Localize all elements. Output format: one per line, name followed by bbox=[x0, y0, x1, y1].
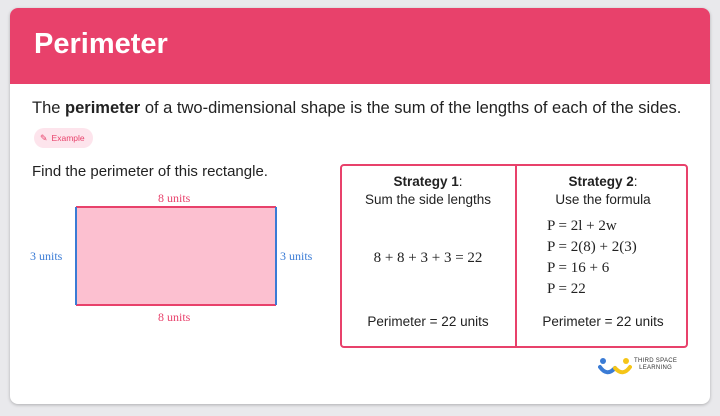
strategy-2-colon: : bbox=[633, 174, 638, 189]
top-length-label: 8 units bbox=[158, 191, 191, 205]
lesson-card bbox=[10, 8, 710, 404]
formula-line: P = 22 bbox=[547, 281, 586, 297]
right-width-label: 3 units bbox=[280, 249, 313, 263]
logo-line-2: LEARNING bbox=[639, 365, 673, 371]
rectangle-figure bbox=[10, 8, 340, 348]
formula-steps bbox=[547, 216, 637, 300]
third-space-learning-logo bbox=[598, 354, 698, 378]
strategy-2-subtitle: Use the formula bbox=[555, 192, 651, 207]
strategies-panel bbox=[340, 164, 688, 348]
page-title: Perimeter bbox=[34, 28, 168, 60]
strategy-1-column bbox=[342, 166, 514, 346]
rectangle-diagram bbox=[10, 8, 340, 348]
strategy-2-title-text: Strategy 2 bbox=[568, 174, 634, 189]
strategy-1-colon: : bbox=[458, 174, 463, 189]
question-prompt: Find the perimeter of this rectangle. bbox=[32, 163, 268, 180]
definition-after: of a two-dimensional shape is the sum of the lengths of each of the sides. bbox=[140, 99, 682, 117]
strategy-1-result: Perimeter = 22 units bbox=[367, 314, 489, 329]
definition-keyword: perimeter bbox=[65, 99, 141, 117]
formula-line: P = 2(8) + 2(3) bbox=[547, 239, 637, 255]
definition-before: The bbox=[32, 99, 66, 117]
strategy-1-title bbox=[342, 174, 514, 189]
left-width-label: 3 units bbox=[30, 249, 63, 263]
rectangle-shape bbox=[76, 207, 276, 305]
strategy-1-subtitle: Sum the side lengths bbox=[364, 192, 492, 207]
pencil-icon: ✎ bbox=[40, 132, 48, 143]
sum-equation: 8 + 8 + 3 + 3 = 22 bbox=[373, 250, 483, 266]
strategy-2-title bbox=[517, 174, 689, 189]
logo-mark-icon bbox=[598, 354, 632, 378]
strategy-1-title-text: Strategy 1 bbox=[393, 174, 459, 189]
strategy-2-column bbox=[517, 166, 689, 346]
example-tag-label: Example bbox=[51, 133, 85, 143]
logo-text bbox=[634, 358, 677, 372]
bottom-length-label: 8 units bbox=[158, 310, 191, 324]
strategy-2-result: Perimeter = 22 units bbox=[542, 314, 664, 329]
logo-line-1: THIRD SPACE bbox=[634, 358, 678, 364]
formula-line: P = 16 + 6 bbox=[547, 260, 610, 276]
formula-line: P = 2l + 2w bbox=[547, 218, 617, 234]
